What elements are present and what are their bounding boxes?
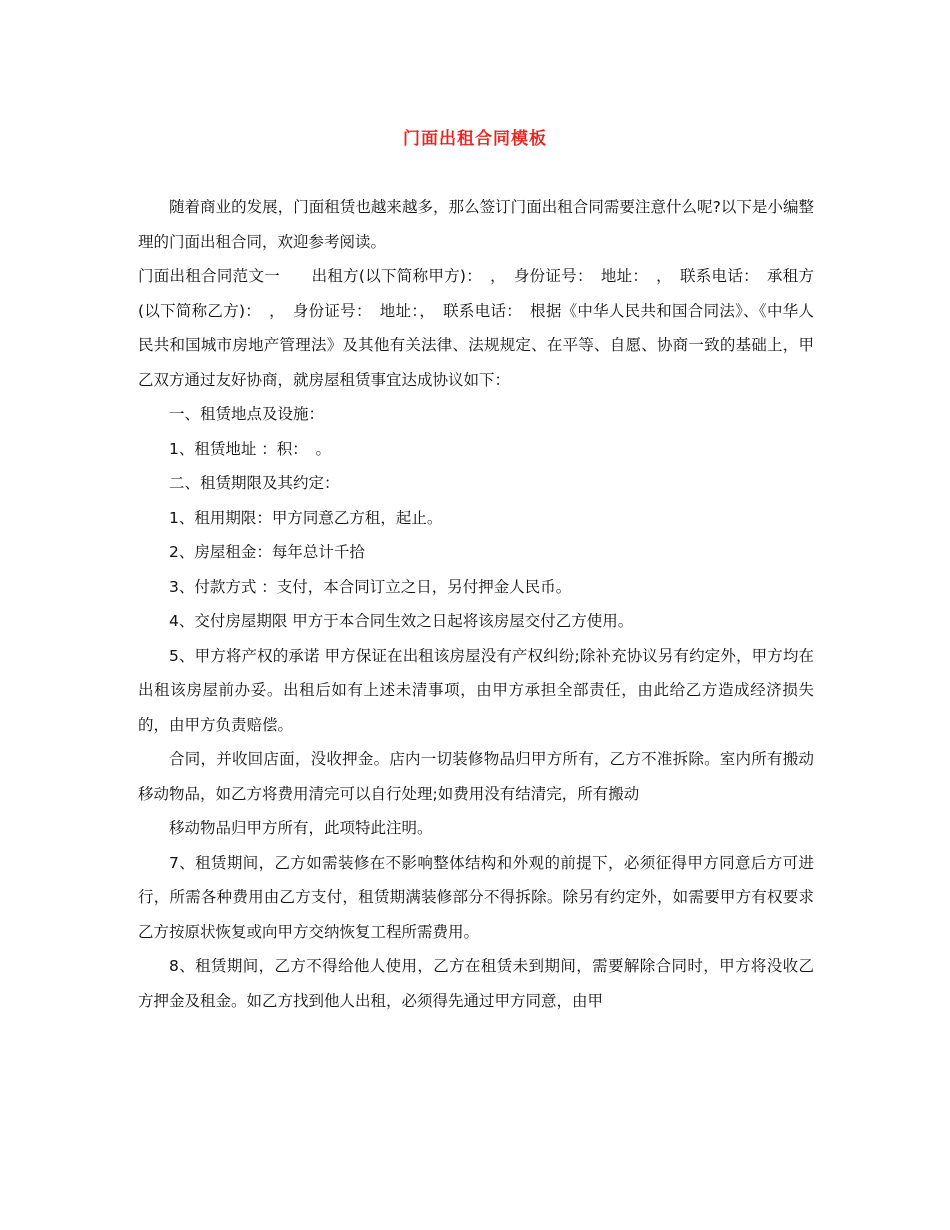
document-title: 门面出租合同模板 — [403, 129, 547, 149]
paragraph-delivery: 4、交付房屋期限 甲方于本合同生效之日起将该房屋交付乙方使用。 — [169, 612, 634, 630]
paragraph-address: 1、租赁地址 ：积： 。 — [169, 439, 332, 458]
paragraph-rent: 2、房屋租金：每年总计千拾 — [169, 543, 365, 561]
paragraph-parties: 门面出租合同范文一 出租方(以下简称甲方)： ， 身份证号： 地址： ， 联系电话： 承租方(以下简称乙方)： ， 身份证号： 地址：， 联系电话： 根据《中华人民共和国合同法》、《中华人民共和国城市房地产管理法》及其他有关法律、法规规定、在平等、自愿、协商一致的基础上，甲乙双方通过友好协商，就房屋租赁事宜达成协议如下： — [138, 267, 814, 389]
paragraph-title-promise: 5、甲方将产权的承诺 甲方保证在出租该房屋没有产权纠纷;除补充协议另有约定外，甲方均在出租该房屋前办妥。出租后如有上述未清事项，由甲方承担全部责任，由此给乙方造成经济损失的，由甲方负责赔偿。 — [138, 646, 814, 734]
paragraph-sublease: 8、租赁期间，乙方不得给他人使用，乙方在租赁未到期间，需要解除合同时，甲方将没收乙方押金及租金。如乙方找到他人出租，必须得先通过甲方同意，由甲 — [138, 957, 814, 1010]
paragraph-term: 1、租用期限：甲方同意乙方租，起止。 — [169, 508, 443, 527]
paragraph-movables: 移动物品归甲方所有，此项特此注明。 — [169, 819, 433, 837]
paragraph-renovation: 7、租赁期间，乙方如需装修在不影响整体结构和外观的前提下，必须征得甲方同意后方可进行，所需各种费用由乙方支付，租赁期满装修部分不得拆除。除另有约定外，如需要甲方有权要求乙方按原状恢复或向甲方交纳恢复工程所需费用。 — [138, 853, 814, 941]
paragraph-intro: 随着商业的发展，门面租赁也越来越多，那么签订门面出租合同需要注意什么呢?以下是小编整理的门面出租合同，欢迎参考阅读。 — [138, 198, 814, 251]
document-body — [138, 190, 814, 1018]
paragraph-termination: 合同，并收回店面，没收押金。店内一切装修物品归甲方所有，乙方不准拆除。室内所有搬动移动物品，如乙方将费用清完可以自行处理;如费用没有结清完，所有搬动 — [138, 750, 814, 803]
paragraph-section-1: 一、租赁地点及设施： — [169, 405, 325, 423]
paragraph-payment: 3、付款方式 ：支付，本合同订立之日，另付押金人民币。 — [169, 577, 572, 596]
paragraph-section-2: 二、租赁期限及其约定： — [169, 474, 340, 492]
